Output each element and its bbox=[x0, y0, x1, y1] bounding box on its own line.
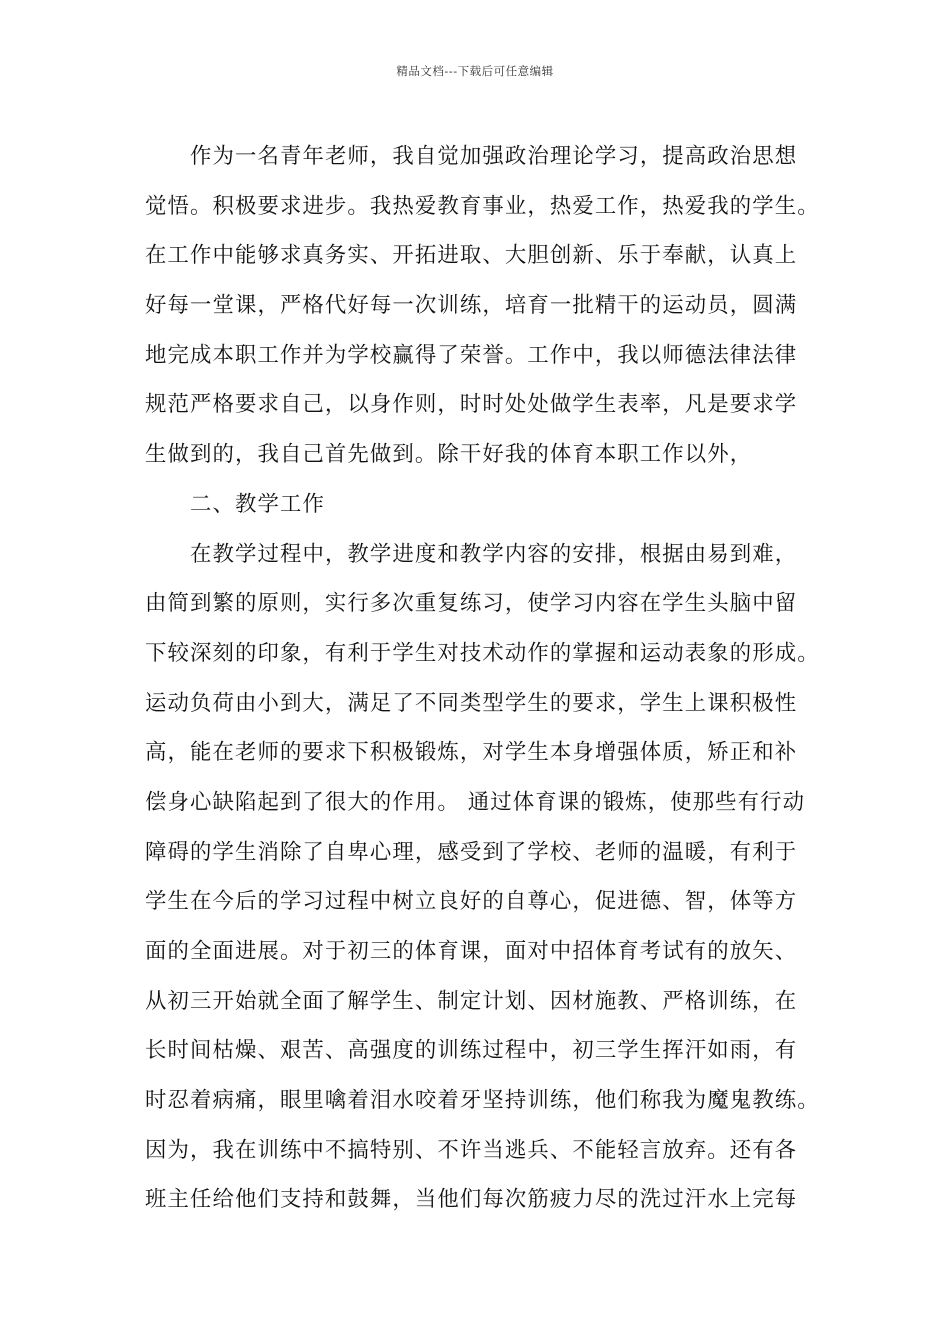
text-line: 偿身心缺陷起到了很大的作用。 通过体育课的锻炼，使那些有行动 bbox=[145, 789, 806, 815]
text-line: 在工作中能够求真务实、开拓进取、大胆创新、乐于奉献，认真上 bbox=[145, 243, 798, 269]
text-line: 时忍着病痛，眼里噙着泪水咬着牙坚持训练，他们称我为魔鬼教练。 bbox=[145, 1088, 820, 1114]
text-line: 高，能在老师的要求下积极锻炼，对学生本身增强体质，矫正和补 bbox=[145, 740, 798, 766]
text-line: 从初三开始就全面了解学生、制定计划、因材施教、严格训练，在 bbox=[145, 988, 798, 1014]
document-body bbox=[145, 132, 825, 1225]
text-line: 规范严格要求自己，以身作则，时时处处做学生表率，凡是要求学 bbox=[145, 392, 798, 418]
text-line: 在教学过程中，教学进度和教学内容的安排，根据由易到难， bbox=[190, 541, 798, 567]
text-line: 面的全面进展。对于初三的体育课，面对中招体育考试有的放矢、 bbox=[145, 939, 798, 964]
text-line: 班主任给他们支持和鼓舞，当他们每次筋疲力尽的洗过汗水上完每 bbox=[145, 1187, 798, 1213]
text-line: 长时间枯燥、艰苦、高强度的训练过程中，初三学生挥汗如雨，有 bbox=[145, 1038, 798, 1064]
text-line: 由简到繁的原则，实行多次重复练习，使学习内容在学生头脑中留 bbox=[145, 591, 798, 617]
text-line: 地完成本职工作并为学校赢得了荣誉。工作中，我以师德法律法律 bbox=[145, 342, 798, 368]
text-line: 下较深刻的印象，有利于学生对技术动作的掌握和运动表象的形成。 bbox=[145, 640, 820, 666]
text-line: 好每一堂课，严格代好每一次训练，培育一批精干的运动员，圆满 bbox=[145, 293, 798, 319]
text-line: 学生在今后的学习过程中树立良好的自尊心，促进德、智，体等方 bbox=[145, 889, 798, 915]
section-heading: 二、教学工作 bbox=[190, 491, 325, 517]
text-line: 觉悟。积极要求进步。我热爱教育事业，热爱工作，热爱我的学生。 bbox=[145, 193, 820, 219]
text-line: 障碍的学生消除了自卑心理，感受到了学校、老师的温暖，有利于 bbox=[145, 839, 798, 865]
text-line: 运动负荷由小到大，满足了不同类型学生的要求，学生上课积极性 bbox=[145, 690, 798, 716]
text-line: 因为，我在训练中不搞特别、不许当逃兵、不能轻言放弃。还有各 bbox=[145, 1137, 798, 1163]
text-line: 作为一名青年老师，我自觉加强政治理论学习，提高政治思想 bbox=[190, 144, 798, 169]
text-line: 生做到的，我自己首先做到。除干好我的体育本职工作以外， bbox=[145, 442, 753, 468]
page-header: 精品文档---下载后可任意编辑 bbox=[396, 64, 554, 78]
